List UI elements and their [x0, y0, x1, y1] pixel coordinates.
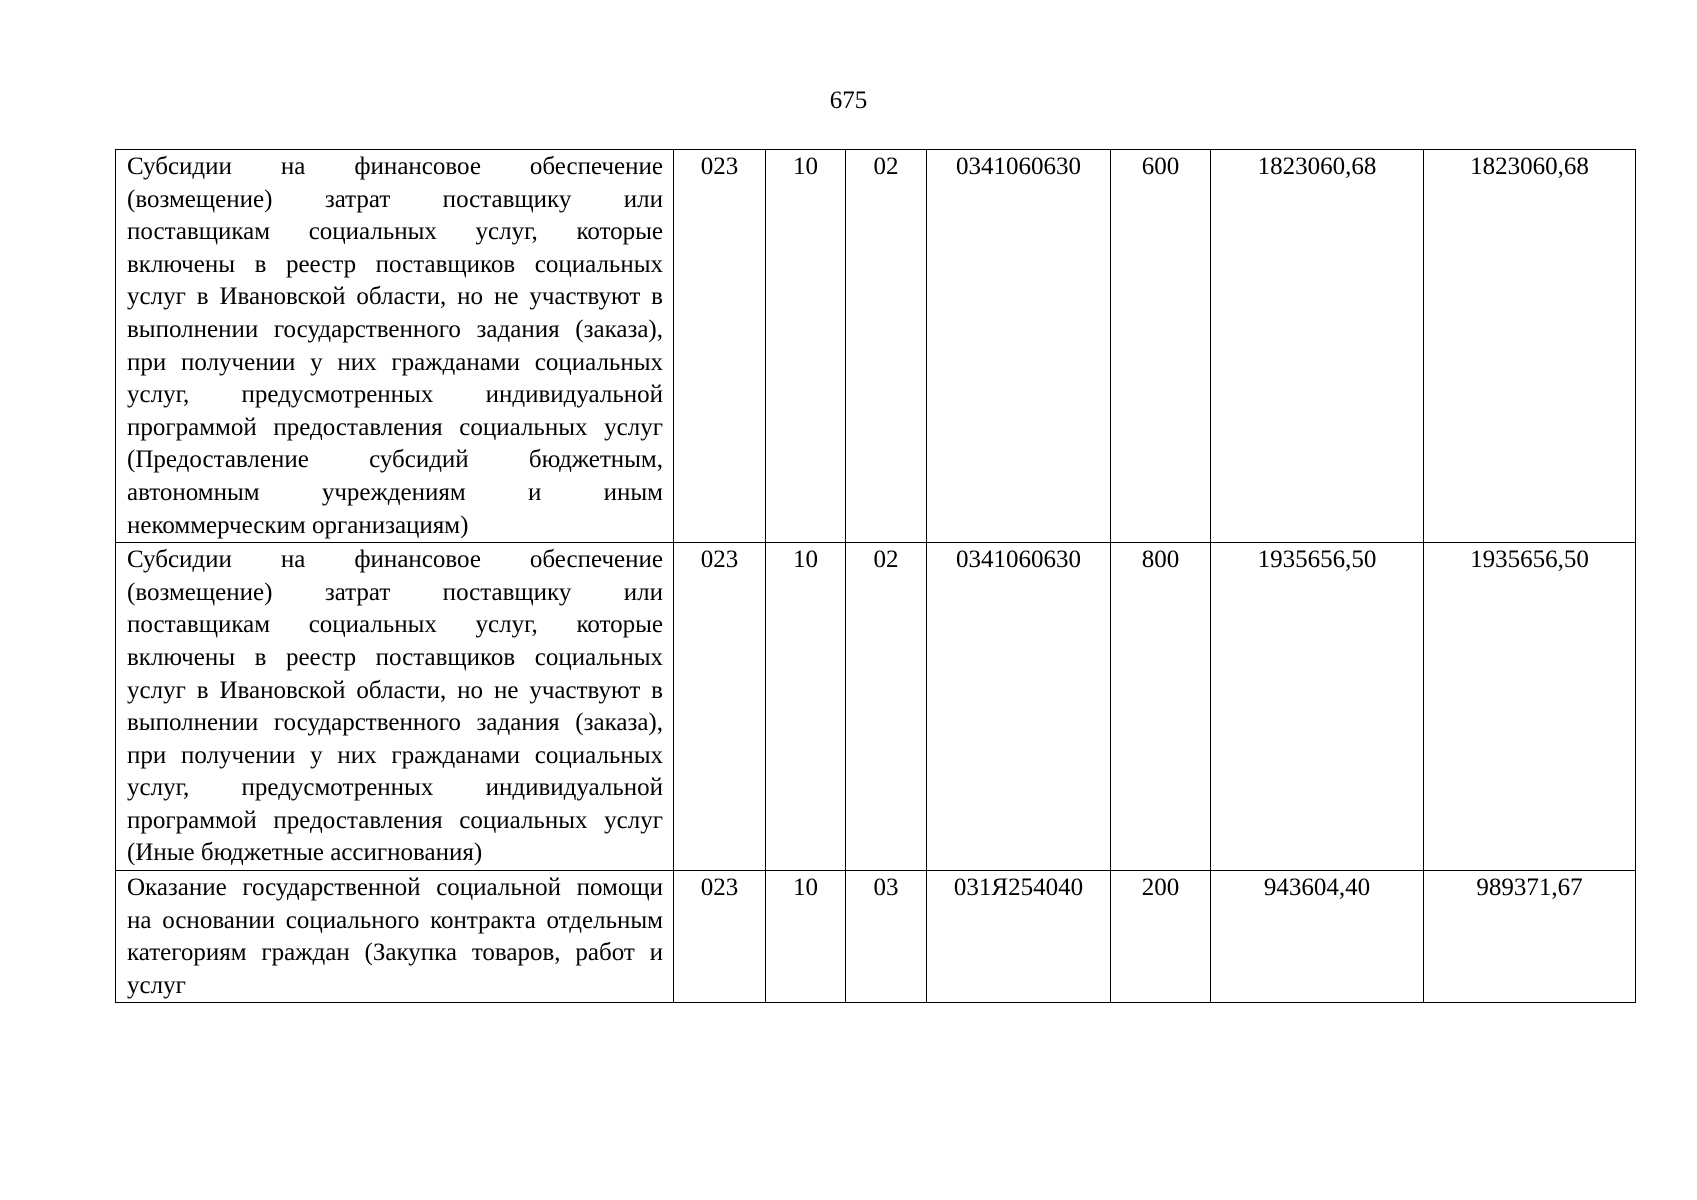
row-description: Оказание государственной социальной помощи на основании социального контракта отдельным категориям граждан (Закупка товаров, работ и услуг — [127, 874, 663, 999]
row-description: Субсидии на финансовое обеспечение (возмещение) затрат поставщику или поставщикам социальных услуг, которые включены в реестр поставщиков социальных услуг в Ивановской области, но не участвуют в выполнении государственного задания (заказа), при получении у них гражданами социальных услуг, предусмотренных индивидуальной программой предоставления социальных услуг (Предоставление субсидий бюджетным, автономным учреждениям и иным некоммерческим организациям) — [116, 150, 674, 543]
budget-table — [115, 149, 1636, 1003]
section-code: 10 — [766, 150, 846, 543]
row-description: Субсидии на финансовое обеспечение (возмещение) затрат поставщику или поставщикам социальных услуг, которые включены в реестр поставщиков социальных услуг в Ивановской области, но не участвуют в выполнении государственного задания (заказа), при получении у них гражданами социальных услуг, предусмотренных индивидуальной программой предоставления социальных услуг (Иные бюджетные ассигнования) — [116, 543, 674, 871]
row-description-cell — [116, 871, 674, 1003]
ministry-code: 023 — [674, 871, 766, 1003]
page-number: 675 — [829, 87, 868, 114]
subsection-code: 03 — [846, 871, 927, 1003]
ministry-code: 023 — [674, 543, 766, 871]
expense-type-code: 800 — [1111, 543, 1211, 871]
amount-second: 989371,67 — [1424, 871, 1636, 1003]
subsection-code: 02 — [846, 543, 927, 871]
amount-first: 1823060,68 — [1211, 150, 1424, 543]
target-article-code: 0341060630 — [927, 543, 1111, 871]
amount-second: 1935656,50 — [1424, 543, 1636, 871]
expense-type-code: 200 — [1111, 871, 1211, 1003]
subsection-code: 02 — [846, 150, 927, 543]
amount-first: 943604,40 — [1211, 871, 1424, 1003]
table-row — [116, 150, 1636, 543]
target-article-code: 0341060630 — [927, 150, 1111, 543]
table-row — [116, 871, 1636, 1003]
ministry-code: 023 — [674, 150, 766, 543]
section-code: 10 — [766, 871, 846, 1003]
table-row — [116, 543, 1636, 871]
section-code: 10 — [766, 543, 846, 871]
expense-type-code: 600 — [1111, 150, 1211, 543]
amount-first: 1935656,50 — [1211, 543, 1424, 871]
amount-second: 1823060,68 — [1424, 150, 1636, 543]
target-article-code: 031Я254040 — [927, 871, 1111, 1003]
